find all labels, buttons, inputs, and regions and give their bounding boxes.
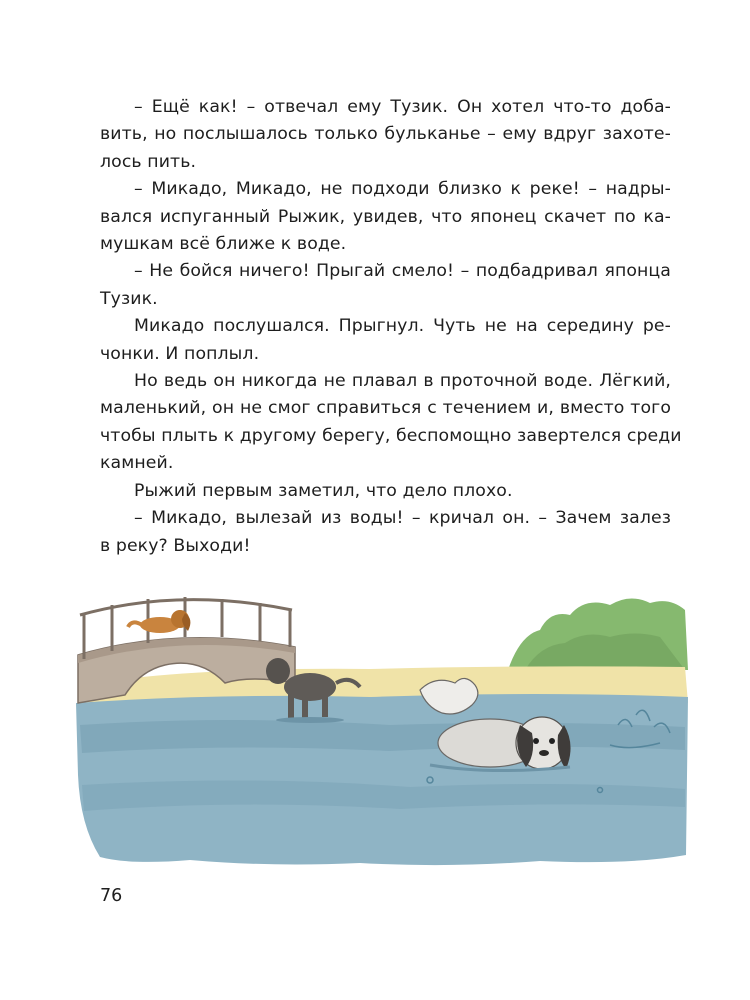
text-line: мушкам всё ближе к воде. <box>100 234 347 255</box>
paragraph <box>100 94 671 176</box>
text-line: маленький, он не смог справиться с течением и, вместо того <box>100 398 671 419</box>
text-line: Но ведь он никогда не плавал в проточной воде. Лёгкий, <box>134 371 671 392</box>
paragraph <box>100 478 671 505</box>
text-line: вить, но послышалось только бульканье – ему вдруг захоте- <box>100 124 671 145</box>
paragraph <box>100 368 682 478</box>
text-line: – Ещё как! – отвечал ему Тузик. Он хотел что-то доба- <box>134 97 671 117</box>
text-line: в реку? Выходи! <box>100 535 251 556</box>
paragraph <box>100 313 671 368</box>
paragraph <box>100 258 671 313</box>
text-line: Тузик. <box>100 288 158 309</box>
text-line: камней. <box>100 453 174 474</box>
paragraph <box>100 505 671 560</box>
text-line: чонки. И поплыл. <box>100 343 260 364</box>
text-line: Рыжий первым заметил, что дело плохо. <box>134 480 513 501</box>
text-line: – Микадо, вылезай из воды! – кричал он. – Зачем залез <box>134 508 671 529</box>
text-line: – Микадо, Микадо, не подходи близко к реке! – надры- <box>134 179 671 200</box>
text-line: Микадо послушался. Прыгнул. Чуть не на середину ре- <box>134 316 671 337</box>
story-text <box>100 94 682 560</box>
paragraph <box>100 176 671 258</box>
page-number: 76 <box>100 886 123 906</box>
text-line: лось пить. <box>100 151 197 172</box>
ryzhik-dog <box>128 610 190 633</box>
river-illustration <box>70 575 690 870</box>
text-line: вался испуганный Рыжик, увидев, что японец скачет по ка- <box>100 206 671 227</box>
text-line: чтобы плыть к другому берегу, беспомощно завертелся среди <box>100 425 682 446</box>
river-water <box>76 694 688 865</box>
text-line: – Не бойся ничего! Прыгай смело! – подбадривал японца <box>134 261 671 282</box>
